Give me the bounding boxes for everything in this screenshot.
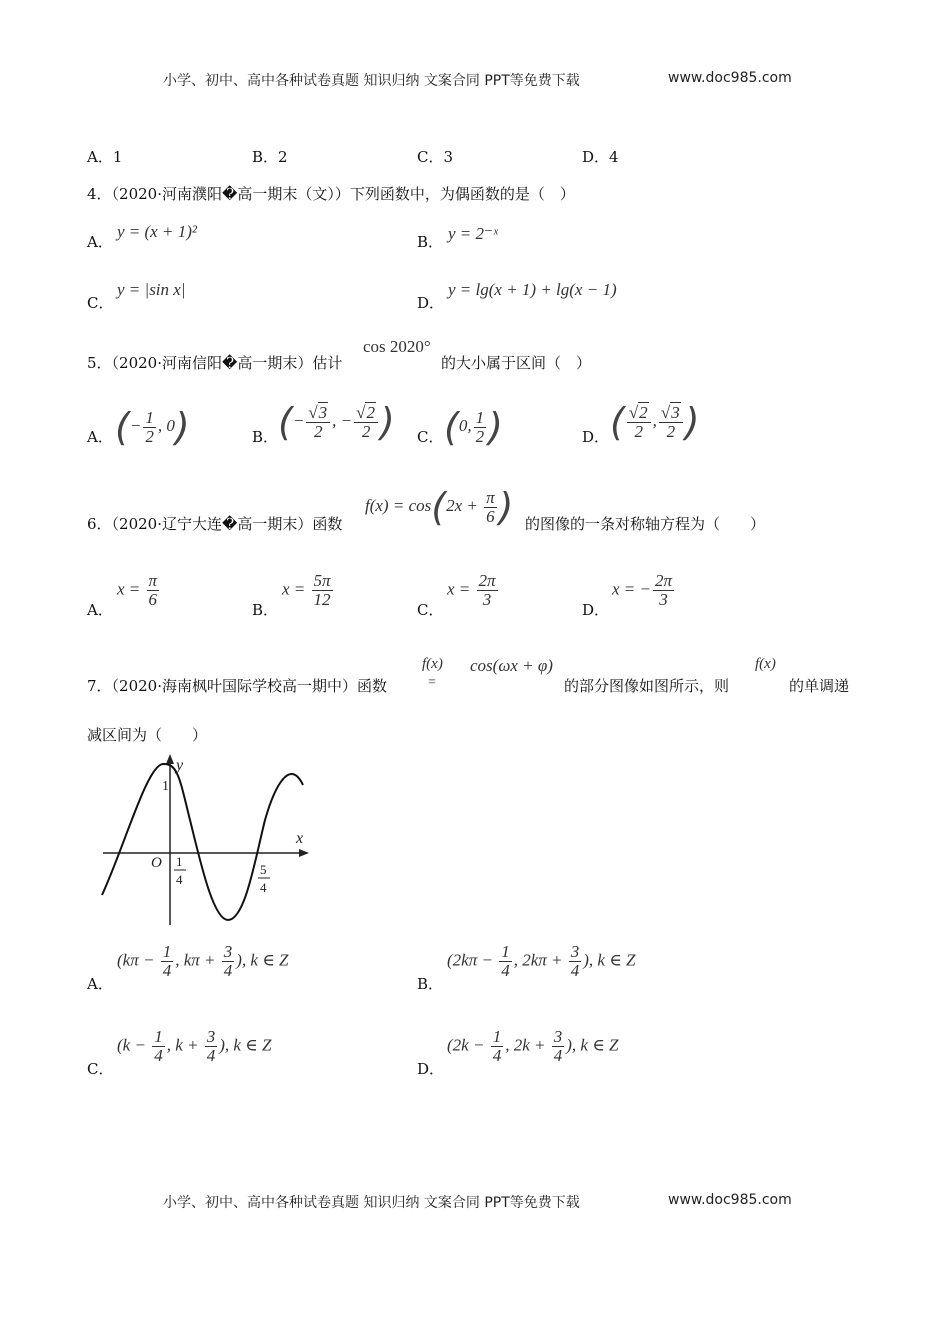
q5-option-b-math: (− $\frac{√3}{2}$ , − $\frac{√2}{2}$ ) [278, 400, 395, 444]
q5-option-c-label: C． [417, 428, 444, 446]
q4-option-a-label: A． [87, 233, 113, 251]
q6-option-b-math: x = $\frac{5\pi}{12}$ [282, 571, 331, 609]
q6-stem-math: f(x) = cos(2x + $\frac{\pi}{6}$ ) [365, 485, 514, 529]
q5-option-a-label: A． [87, 428, 113, 446]
q5-stem-suffix: 的大小属于区间（ ） [441, 354, 592, 372]
q3-option-c: C．3 [417, 148, 454, 166]
q7-stem-suffix: 的单调递 [789, 677, 850, 695]
q4-option-c-label: C． [87, 294, 114, 312]
footer-site-link[interactable]: www.doc985.com [668, 1192, 792, 1208]
q7-option-d-math: (2k − $\frac{1}{4}$ , 2k + $\frac{3}{4}$ ), k ∈ Z [447, 1027, 619, 1065]
q7-option-c-label: C． [87, 1060, 114, 1078]
q6-option-d-label: D． [582, 601, 610, 619]
footer-text: 小学、初中、高中各种试卷真题 知识归纳 文案合同 PPT等免费下载 [163, 1195, 580, 1211]
q3-option-a: A．1 [87, 148, 123, 166]
q7-stem-prefix: 7．（2020·海南枫叶国际学校高一期中）函数 [87, 677, 387, 695]
q4-option-c-math: y = |sin x| [117, 280, 186, 299]
y-axis-arrow-icon [166, 754, 174, 764]
x-tick-five-quarters-num: 5 [260, 862, 267, 877]
q7-option-b-label: B． [417, 975, 444, 993]
q7-option-b-math: (2kπ − $\frac{1}{4}$ , 2kπ + $\frac{3}{4}$ ), k ∈ Z [447, 942, 636, 980]
q7-option-c-math: (k − $\frac{1}{4}$ , k + $\frac{3}{4}$ ), k ∈ Z [117, 1027, 272, 1065]
x-tick-quarter-num: 1 [176, 854, 183, 869]
header-site-link[interactable]: www.doc985.com [668, 70, 792, 86]
q4-option-d-math: y = lg(x + 1) + lg(x − 1) [448, 280, 617, 299]
q6-option-c-label: C． [417, 601, 444, 619]
q7-cosine-graph [95, 750, 315, 930]
q5-stem-math: cos 2020° [363, 337, 431, 356]
q7-option-a-label: A． [87, 975, 113, 993]
x-tick-five-quarters-den: 4 [260, 880, 267, 895]
q7-stem-math-cos: cos(ωx + φ) [470, 656, 553, 675]
q6-stem-prefix: 6．（2020·辽宁大连�高一期末）函数 [87, 515, 343, 533]
q5-option-d-label: D． [582, 428, 610, 446]
q4-stem: 4．（2020·河南濮阳�高一期末（文））下列函数中，为偶函数的是（ ） [87, 185, 575, 203]
q5-option-d-math: ( $\frac{√2}{2}$ , $\frac{√3}{2}$ ) [610, 400, 700, 444]
cosine-curve [102, 764, 303, 920]
q7-stem-math-f: f(x) [422, 656, 443, 672]
x-axis-arrow-icon [299, 849, 309, 857]
q6-option-c-math: x = $\frac{2\pi}{3}$ [447, 571, 496, 609]
origin-label: O [151, 855, 162, 871]
header-text: 小学、初中、高中各种试卷真题 知识归纳 文案合同 PPT等免费下载 [163, 73, 580, 89]
x-tick-quarter-den: 4 [176, 872, 183, 887]
y-axis-label: y [176, 757, 184, 774]
q6-option-b-label: B． [252, 601, 279, 619]
q3-option-b: B．2 [252, 148, 288, 166]
y-tick-1: 1 [162, 779, 169, 794]
q4-option-a-math: y = (x + 1)² [117, 222, 197, 241]
q4-option-b-label: B． [417, 233, 444, 251]
q7-option-d-label: D． [417, 1060, 445, 1078]
x-axis-label: x [296, 830, 304, 847]
q5-option-c-math: (0, $\frac{1}{2}$ ) [444, 405, 503, 449]
q3-option-d: D．4 [582, 148, 619, 166]
q5-stem-prefix: 5．（2020·河南信阳�高一期末）估计 [87, 354, 343, 372]
q6-stem-suffix: 的图像的一条对称轴方程为（ ） [525, 515, 766, 533]
q5-option-b-label: B． [252, 428, 279, 446]
q6-option-a-math: x = $\frac{\pi}{6}$ [117, 571, 158, 609]
q7-stem-line2: 减区间为（ ） [87, 726, 208, 744]
q7-stem-math-f2: f(x) [755, 656, 776, 672]
q7-stem-equals: = [428, 675, 436, 690]
q4-option-b-math: y = 2⁻ˣ [448, 224, 498, 243]
q5-option-a-math: (− $\frac{1}{2}$ , 0) [115, 405, 190, 449]
q7-option-a-math: (kπ − $\frac{1}{4}$ , kπ + $\frac{3}{4}$ ), k ∈ Z [117, 942, 289, 980]
q4-option-d-label: D． [417, 294, 445, 312]
q7-stem-mid: 的部分图像如图所示，则 [564, 677, 730, 695]
q6-option-a-label: A． [87, 601, 113, 619]
q6-option-d-math: x = − $\frac{2\pi}{3}$ [612, 571, 673, 609]
